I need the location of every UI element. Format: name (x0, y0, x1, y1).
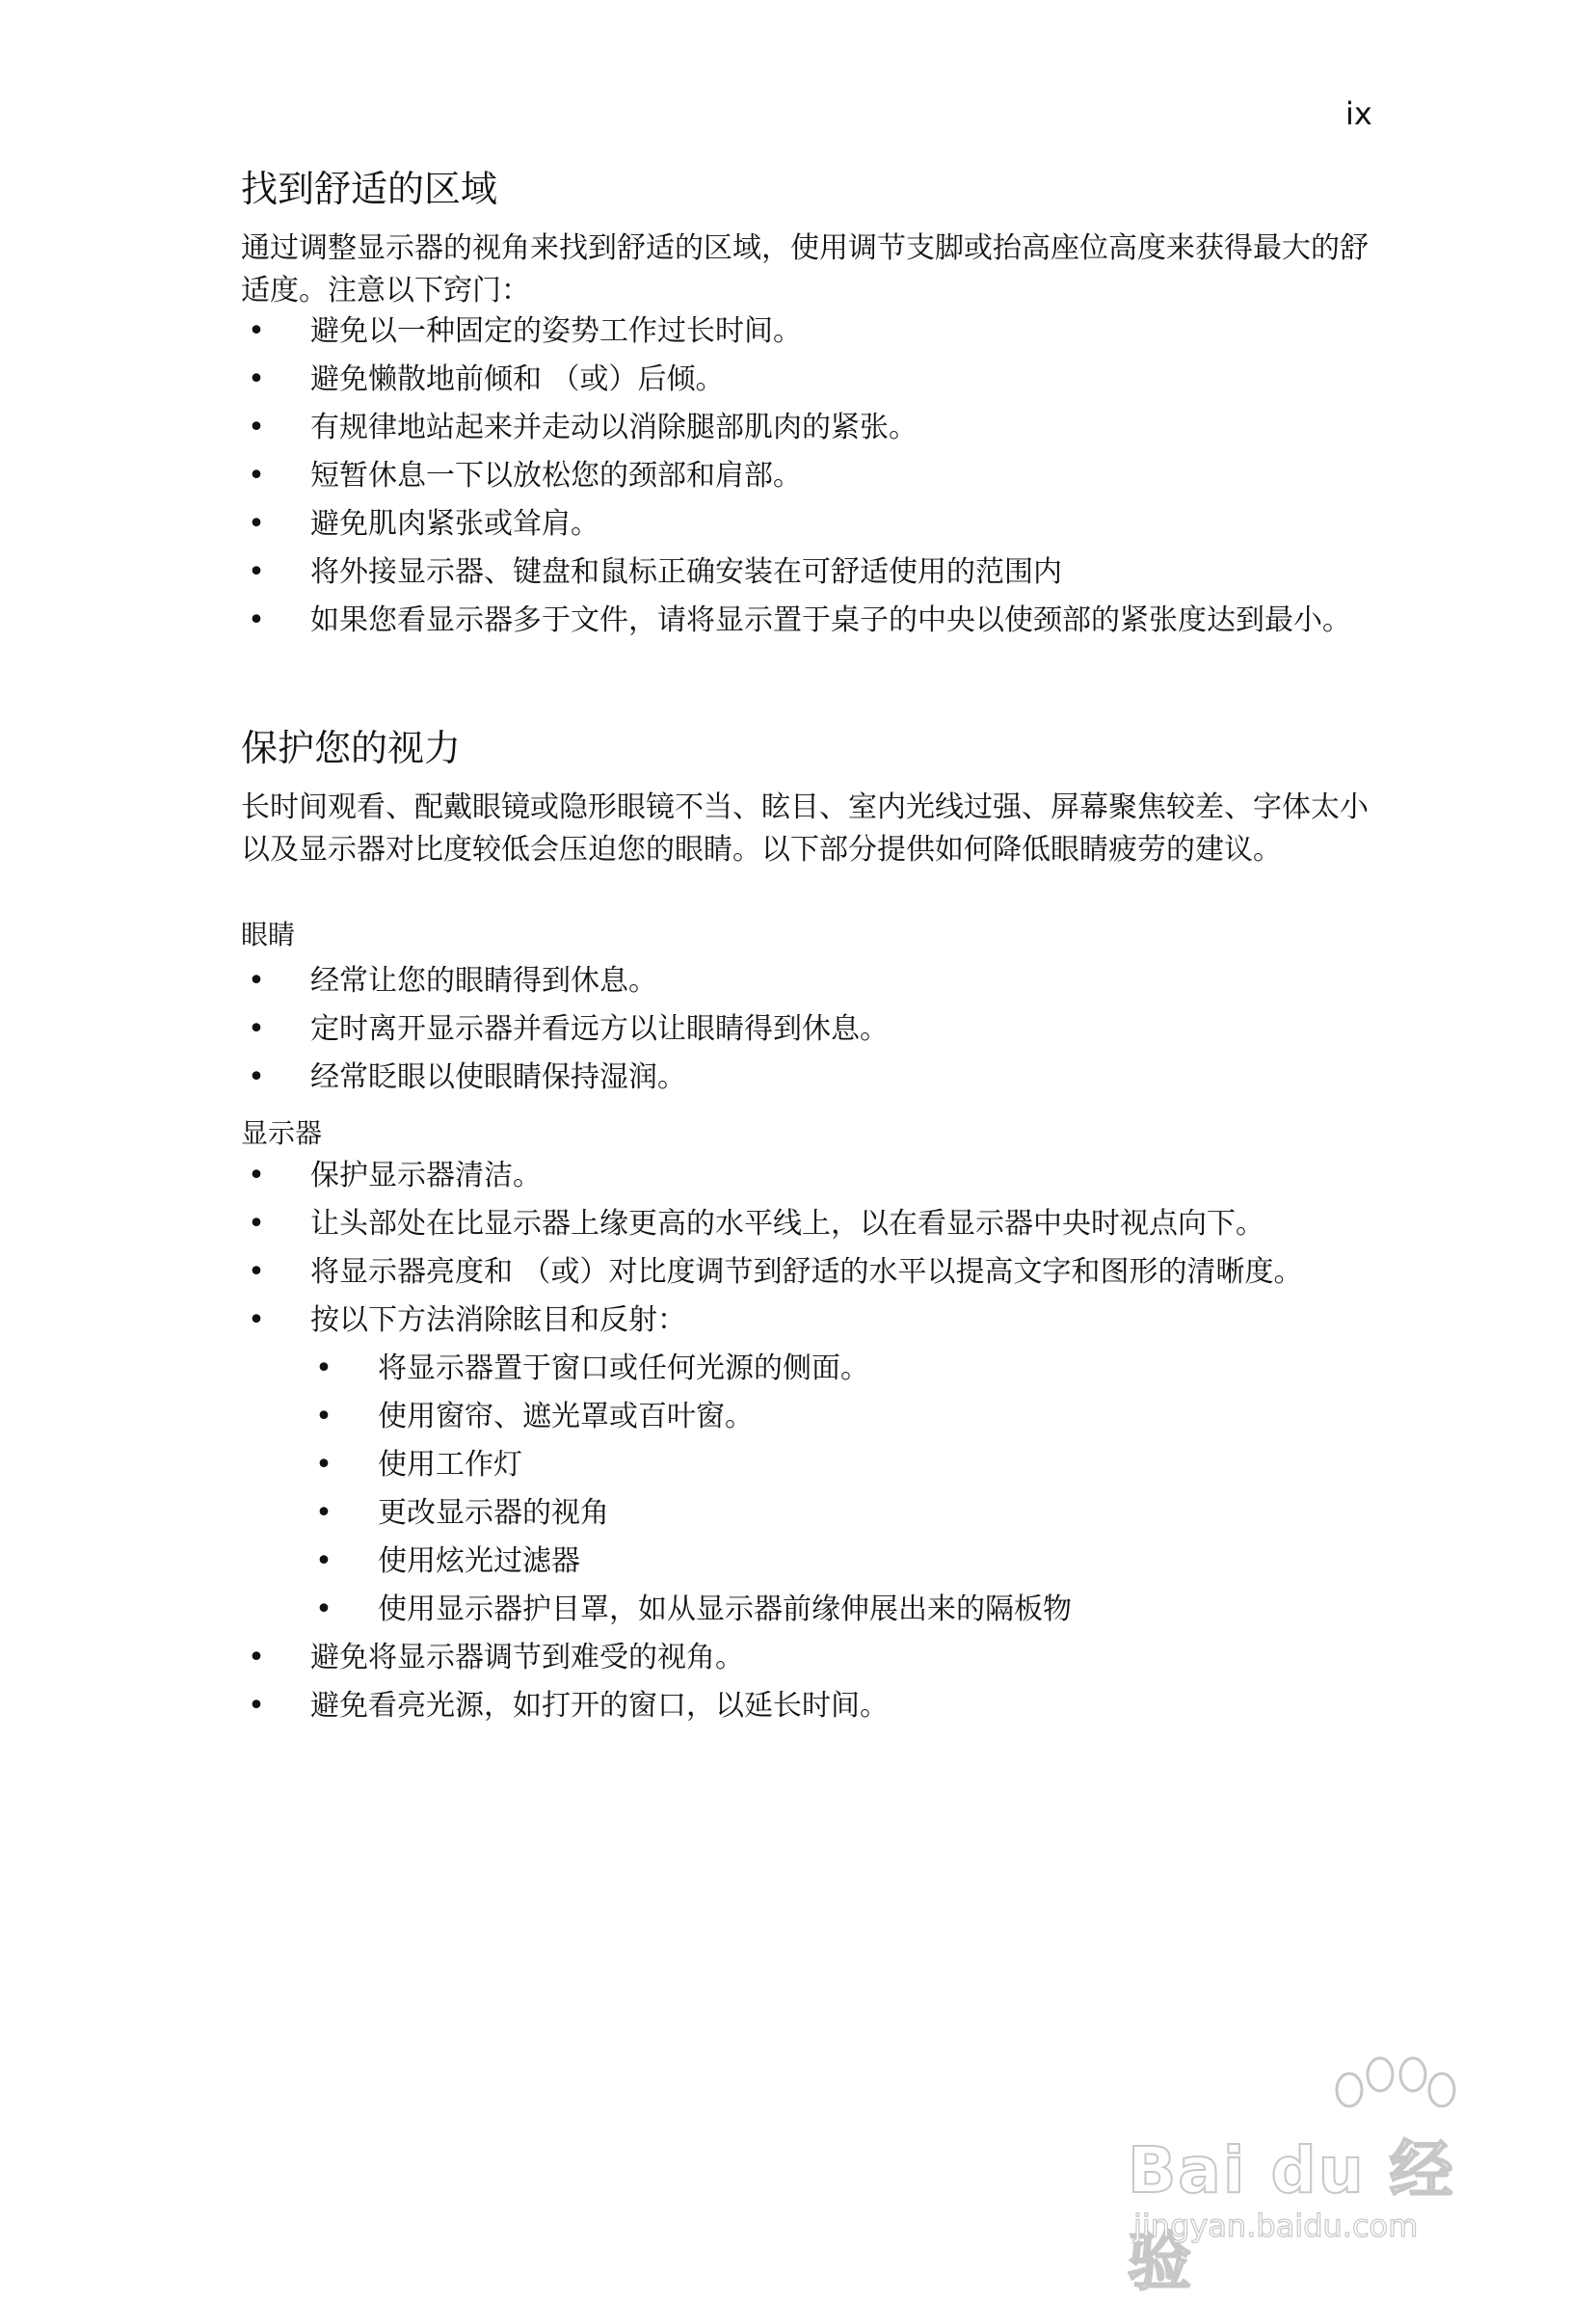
list-item: • 经常眨眼以使眼睛保持湿润。 (241, 1057, 1378, 1099)
bullet-icon: • (248, 1303, 265, 1337)
bullet-icon: • (248, 1641, 265, 1674)
comfort-tips-list (241, 310, 1378, 648)
list-item: • 如果您看显示器多于文件，请将显示置于桌子的中央以使颈部的紧张度达到最小。 (241, 600, 1378, 642)
bullet-icon: • (315, 1400, 332, 1433)
bullet-icon: • (248, 459, 265, 493)
bullet-icon: • (248, 603, 265, 637)
bullet-icon: • (315, 1352, 332, 1385)
list-item: • 定时离开显示器并看远方以让眼睛得到休息。 (241, 1008, 1378, 1051)
bullet-icon: • (248, 964, 265, 998)
bullet-icon: • (248, 314, 265, 348)
page-number: ix (1345, 95, 1372, 132)
bullet-icon: • (248, 1060, 265, 1094)
section-intro-comfort-zone: 通过调整显示器的视角来找到舒适的区域，使用调节支脚或抬高座位高度来获得最大的舒适度。注意以下窍门： (241, 231, 1369, 308)
watermark-url: jingyan.baidu.com (1133, 2208, 1419, 2244)
list-item: • 保护显示器清洁。 (241, 1155, 1378, 1197)
watermark-logo-text: Bai du 经验 (1128, 2133, 1455, 2299)
bullet-icon: • (248, 1207, 265, 1241)
section-intro-protect-vision: 长时间观看、配戴眼镜或隐形眼镜不当、眩目、室内光线过强、屏幕聚焦较差、字体太小以及显示器对比度较低会压迫您的眼睛。以下部分提供如何降低眼睛疲劳的建议。 (241, 790, 1369, 867)
section-title-comfort-zone: 找到舒适的区域 (241, 168, 498, 210)
eye-tips-list (241, 960, 1378, 1105)
list-item: • 避免肌肉紧张或耸肩。 (241, 503, 1378, 546)
list-item: • 将显示器置于窗口或任何光源的侧面。 (308, 1348, 1378, 1390)
bullet-icon: • (248, 1255, 265, 1289)
list-item: • 避免懒散地前倾和 （或）后倾。 (241, 359, 1378, 401)
bullet-icon: • (315, 1544, 332, 1578)
bullet-icon: • (248, 1689, 265, 1723)
bullet-icon: • (315, 1496, 332, 1530)
list-item: • 使用窗帘、遮光罩或百叶窗。 (308, 1396, 1378, 1438)
bullet-icon: • (248, 411, 265, 444)
bullet-icon: • (248, 507, 265, 541)
list-item: • 将显示器亮度和 （或）对比度调节到舒适的水平以提高文字和图形的清晰度。 (241, 1251, 1378, 1294)
list-item: • 让头部处在比显示器上缘更高的水平线上，以在看显示器中央时视点向下。 (241, 1203, 1378, 1245)
glare-tips-sublist (308, 1348, 1378, 1637)
list-item: • 有规律地站起来并走动以消除腿部肌肉的紧张。 (241, 407, 1378, 449)
bullet-icon: • (248, 1159, 265, 1192)
bullet-icon: • (248, 555, 265, 589)
list-item: • 按以下方法消除眩目和反射： (241, 1299, 1378, 1342)
list-item: • 使用炫光过滤器 (308, 1540, 1378, 1583)
display-final-tips-list (241, 1637, 1378, 1733)
display-tips-list (241, 1155, 1378, 1348)
list-item: • 经常让您的眼睛得到休息。 (241, 960, 1378, 1003)
list-item: • 避免以一种固定的姿势工作过长时间。 (241, 310, 1378, 353)
bullet-icon: • (315, 1593, 332, 1626)
list-item: • 避免看亮光源，如打开的窗口，以延长时间。 (241, 1685, 1378, 1727)
paw-logo-icon (1128, 2034, 1513, 2130)
baidu-jingyan-watermark (1128, 2034, 1513, 2299)
list-item: • 使用显示器护目罩，如从显示器前缘伸展出来的隔板物 (308, 1589, 1378, 1631)
subheading-eyes: 眼睛 (241, 919, 296, 950)
list-item: • 使用工作灯 (308, 1444, 1378, 1486)
bullet-icon: • (248, 1012, 265, 1046)
bullet-icon: • (315, 1448, 332, 1482)
list-item: • 避免将显示器调节到难受的视角。 (241, 1637, 1378, 1679)
subheading-display: 显示器 (241, 1117, 323, 1149)
list-item: • 更改显示器的视角 (308, 1492, 1378, 1535)
list-item: • 将外接显示器、键盘和鼠标正确安装在可舒适使用的范围内 (241, 551, 1378, 594)
bullet-icon: • (248, 362, 265, 396)
section-title-protect-vision: 保护您的视力 (241, 727, 462, 769)
list-item: • 短暂休息一下以放松您的颈部和肩部。 (241, 455, 1378, 497)
